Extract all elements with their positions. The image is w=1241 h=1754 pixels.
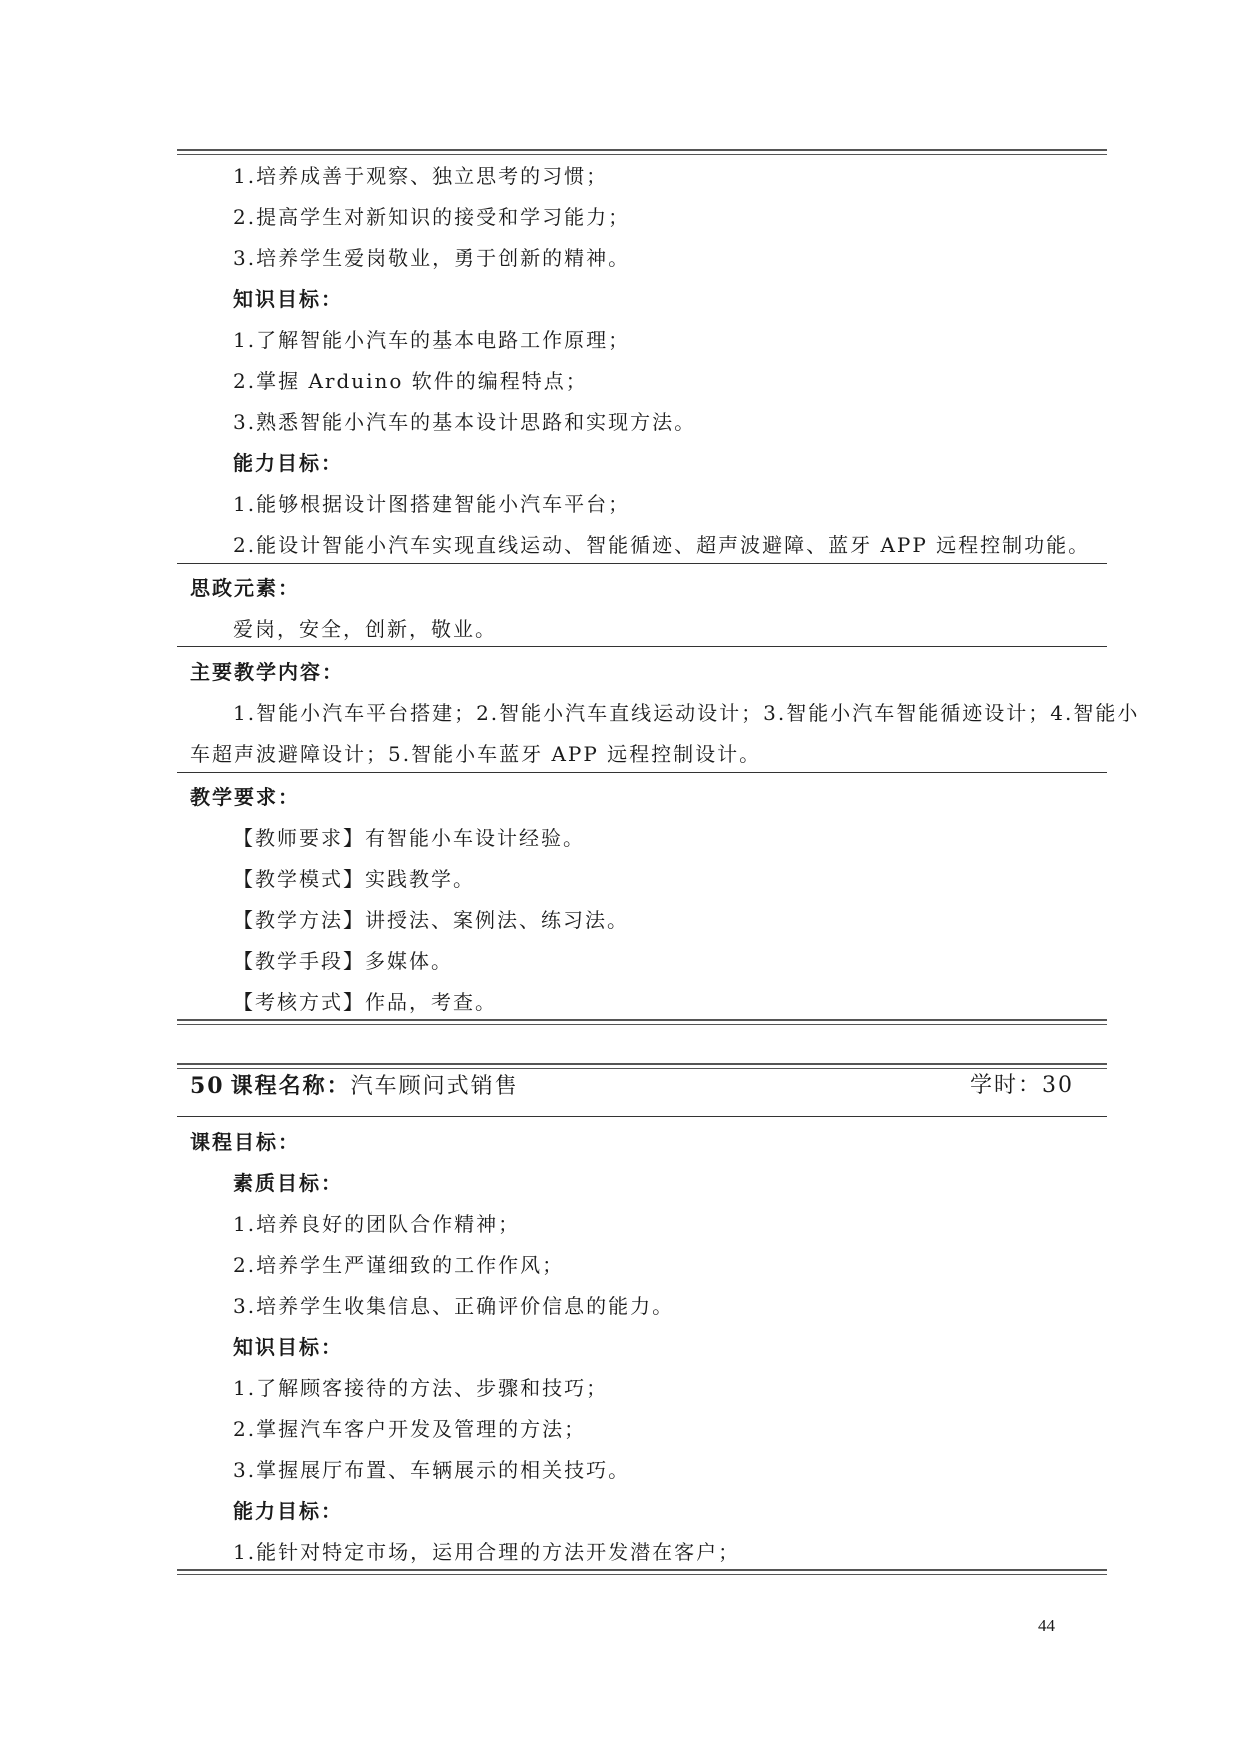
course-title xyxy=(190,1072,519,1101)
table-bottom-border xyxy=(177,1019,1107,1025)
quality-item: 2.提高学生对新知识的接受和学习能力； xyxy=(233,205,631,229)
table-bottom-border xyxy=(177,1569,1107,1575)
requirement-item: 【考核方式】作品，考查。 xyxy=(233,990,497,1014)
goals-heading: 课程目标： xyxy=(190,1130,300,1154)
knowledge-item: 1.了解顾客接待的方法、步骤和技巧； xyxy=(233,1376,609,1400)
ability-item: 2.能设计智能小汽车实现直线运动、智能循迹、超声波避障、蓝牙 APP 远程控制功能。 xyxy=(233,533,1091,557)
knowledge-heading: 知识目标： xyxy=(233,1335,343,1359)
quality-heading: 素质目标： xyxy=(233,1171,343,1195)
knowledge-item: 3.掌握展厅布置、车辆展示的相关技巧。 xyxy=(233,1458,631,1482)
row-divider xyxy=(177,646,1107,647)
course-name-label: 课程名称： xyxy=(230,1073,351,1099)
row-divider xyxy=(177,563,1107,564)
requirement-item: 【教师要求】有智能小车设计经验。 xyxy=(233,826,585,850)
quality-item: 1.培养成善于观察、独立思考的习惯； xyxy=(233,164,609,188)
course-hours: 学时：30 xyxy=(970,1073,1074,1098)
requirement-item: 【教学手段】多媒体。 xyxy=(233,949,453,973)
row-divider xyxy=(177,1116,1107,1117)
knowledge-item: 1.了解智能小汽车的基本电路工作原理； xyxy=(233,328,631,352)
ability-item: 1.能够根据设计图搭建智能小汽车平台； xyxy=(233,492,631,516)
course-name: 汽车顾问式销售 xyxy=(350,1074,519,1099)
table-top-border xyxy=(177,1063,1107,1069)
table-top-border xyxy=(177,149,1107,155)
requirement-item: 【教学模式】实践教学。 xyxy=(233,867,475,891)
knowledge-item: 3.熟悉智能小汽车的基本设计思路和实现方法。 xyxy=(233,410,697,434)
requirements-heading: 教学要求： xyxy=(190,785,300,809)
quality-item: 2.培养学生严谨细致的工作作风； xyxy=(233,1253,565,1277)
knowledge-item: 2.掌握 Arduino 软件的编程特点； xyxy=(233,369,588,393)
quality-item: 1.培养良好的团队合作精神； xyxy=(233,1212,521,1236)
ability-heading: 能力目标： xyxy=(233,1499,343,1523)
content-heading: 主要教学内容： xyxy=(190,660,344,684)
requirement-item: 【教学方法】讲授法、案例法、练习法。 xyxy=(233,908,629,932)
ability-heading: 能力目标： xyxy=(233,451,343,475)
content-text-line: 车超声波避障设计；5.智能小车蓝牙 APP 远程控制设计。 xyxy=(190,742,762,766)
ideology-text: 爱岗，安全，创新，敬业。 xyxy=(233,617,497,641)
ideology-heading: 思政元素： xyxy=(190,576,300,600)
quality-item: 3.培养学生收集信息、正确评价信息的能力。 xyxy=(233,1294,675,1318)
page-number: 44 xyxy=(1038,1616,1055,1635)
course-number: 50 xyxy=(190,1073,225,1099)
knowledge-item: 2.掌握汽车客户开发及管理的方法； xyxy=(233,1417,587,1441)
ability-item: 1.能针对特定市场，运用合理的方法开发潜在客户； xyxy=(233,1540,741,1564)
row-divider xyxy=(177,772,1107,773)
quality-item: 3.培养学生爱岗敬业，勇于创新的精神。 xyxy=(233,246,631,270)
knowledge-heading: 知识目标： xyxy=(233,287,343,311)
content-text-line: 1.智能小汽车平台搭建；2.智能小汽车直线运动设计；3.智能小汽车智能循迹设计；4.智能小 xyxy=(233,701,1140,725)
